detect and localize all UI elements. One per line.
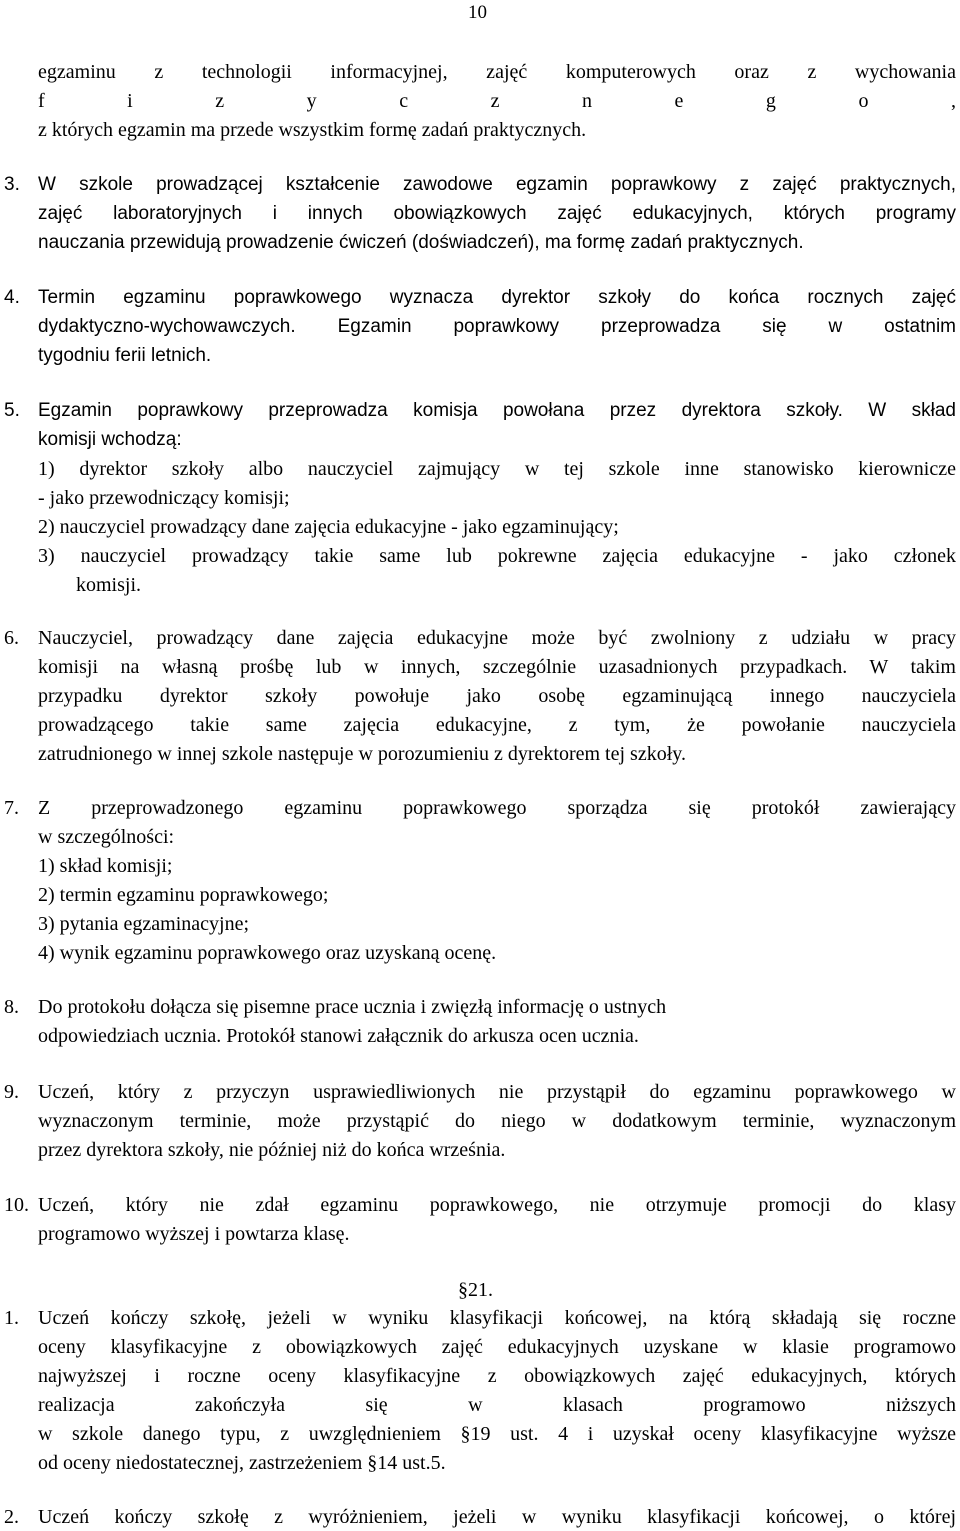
item-10-number: 10. xyxy=(4,1194,29,1216)
item-5-line-7: komisji. xyxy=(76,574,142,596)
item-9-line-1: Uczeń, który z przyczyn usprawiedliwionych nie przystąpił do egzaminu poprawkowego w xyxy=(38,1081,956,1103)
item-8-line-2: odpowiedziach ucznia. Protokół stanowi załącznik do arkusza ocen ucznia. xyxy=(38,1025,639,1047)
section-item-1-line-5: w szkole danego typu, z uwzględnieniem §19 ust. 4 i uzyskał oceny klasyfikacyjne wyższe xyxy=(38,1423,956,1445)
item-7-number: 7. xyxy=(4,797,19,819)
item-9-number: 9. xyxy=(4,1081,19,1103)
item-7-line-6: 4) wynik egzaminu poprawkowego oraz uzyskaną ocenę. xyxy=(38,942,497,964)
item-3-number: 3. xyxy=(4,174,20,195)
item-3-line-1: W szkole prowadzącej kształcenie zawodowe egzamin poprawkowy z zajęć praktycznych, xyxy=(38,174,956,195)
intro-line-2: f i z y c z n e g o , xyxy=(38,90,956,112)
item-5-line-4: - jako przewodniczący komisji; xyxy=(38,487,290,509)
item-10-line-2: programowo wyższej i powtarza klasę. xyxy=(38,1223,350,1245)
item-5-number: 5. xyxy=(4,400,20,421)
item-9-line-3: przez dyrektora szkoły, nie później niż do końca września. xyxy=(38,1139,506,1161)
section-item-1-line-1: Uczeń kończy szkołę, jeżeli w wyniku klasyfikacji końcowej, na którą składają się roczne xyxy=(38,1307,956,1329)
item-7-line-4: 2) termin egzaminu poprawkowego; xyxy=(38,884,329,906)
item-5-line-2: komisji wchodzą: xyxy=(38,429,182,450)
item-5-line-6: 3) nauczyciel prowadzący takie same lub pokrewne zajęcia edukacyjne - jako członek xyxy=(38,545,956,567)
item-7-line-5: 3) pytania egzaminacyjne; xyxy=(38,913,250,935)
item-5-line-5: 2) nauczyciel prowadzący dane zajęcia edukacyjne - jako egzaminujący; xyxy=(38,516,619,538)
item-8-line-1: Do protokołu dołącza się pisemne prace ucznia i zwięzłą informację o ustnych xyxy=(38,996,667,1018)
section-item-2-line-1: Uczeń kończy szkołę z wyróżnieniem, jeżeli w wyniku klasyfikacji końcowej, o której xyxy=(38,1506,956,1528)
item-4-line-1: Termin egzaminu poprawkowego wyznacza dyrektor szkoły do końca rocznych zajęć xyxy=(38,287,956,308)
item-5-line-1: Egzamin poprawkowy przeprowadza komisja powołana przez dyrektora szkoły. W skład xyxy=(38,400,956,421)
page-number: 10 xyxy=(468,2,487,23)
intro-line-3: z których egzamin ma przede wszystkim formę zadań praktycznych. xyxy=(38,119,587,141)
intro-line-1: egzaminu z technologii informacyjnej, zajęć komputerowych oraz z wychowania xyxy=(38,61,956,83)
item-6-line-2: komisji na własną prośbę lub w innych, szczególnie uzasadnionych przypadkach. W takim xyxy=(38,656,956,678)
section-item-1-line-4: realizacja zakończyła się w klasach programowo niższych xyxy=(38,1394,956,1416)
item-9-line-2: wyznaczonym terminie, może przystąpić do niego w dodatkowym terminie, wyznaczonym xyxy=(38,1110,956,1132)
section-heading: §21. xyxy=(458,1279,493,1301)
item-6-line-3: przypadku dyrektor szkoły powołuje jako osobę egzaminującą innego nauczyciela xyxy=(38,685,956,707)
item-4-line-2: dydaktyczno-wychowawczych. Egzamin poprawkowy przeprowadza się w ostatnim xyxy=(38,316,956,337)
item-4-number: 4. xyxy=(4,287,20,308)
section-item-1-line-2: oceny klasyfikacyjne z obowiązkowych zajęć edukacyjnych uzyskane w klasie programowo xyxy=(38,1336,956,1358)
item-7-line-3: 1) skład komisji; xyxy=(38,855,173,877)
item-4-line-3: tygodniu ferii letnich. xyxy=(38,345,212,366)
item-7-line-2: w szczególności: xyxy=(38,826,175,848)
item-6-line-5: zatrudnionego w innej szkole następuje w porozumieniu z dyrektorem tej szkoły. xyxy=(38,743,686,765)
section-item-1-number: 1. xyxy=(4,1307,19,1329)
item-10-line-1: Uczeń, który nie zdał egzaminu poprawkowego, nie otrzymuje promocji do klasy xyxy=(38,1194,956,1216)
section-item-1-line-6: od oceny niedostatecznej, zastrzeżeniem §14 ust.5. xyxy=(38,1452,446,1474)
item-6-line-1: Nauczyciel, prowadzący dane zajęcia edukacyjne może być zwolniony z udziału w pracy xyxy=(38,627,956,649)
item-3-line-2: zajęć laboratoryjnych i innych obowiązkowych zajęć edukacyjnych, których programy xyxy=(38,203,956,224)
section-item-2-number: 2. xyxy=(4,1506,19,1528)
item-8-number: 8. xyxy=(4,996,19,1018)
item-3-line-3: nauczania przewidują prowadzenie ćwiczeń (doświadczeń), ma formę zadań praktycznych. xyxy=(38,232,804,253)
item-5-line-3: 1) dyrektor szkoły albo nauczyciel zajmujący w tej szkole inne stanowisko kierownicze xyxy=(38,458,956,480)
section-item-1-line-3: najwyższej i roczne oceny klasyfikacyjne z obowiązkowych zajęć edukacyjnych, których xyxy=(38,1365,956,1387)
item-7-line-1: Z przeprowadzonego egzaminu poprawkowego sporządza się protokół zawierający xyxy=(38,797,956,819)
item-6-number: 6. xyxy=(4,627,19,649)
item-6-line-4: prowadzącego takie same zajęcia edukacyjne, z tym, że powołanie nauczyciela xyxy=(38,714,956,736)
